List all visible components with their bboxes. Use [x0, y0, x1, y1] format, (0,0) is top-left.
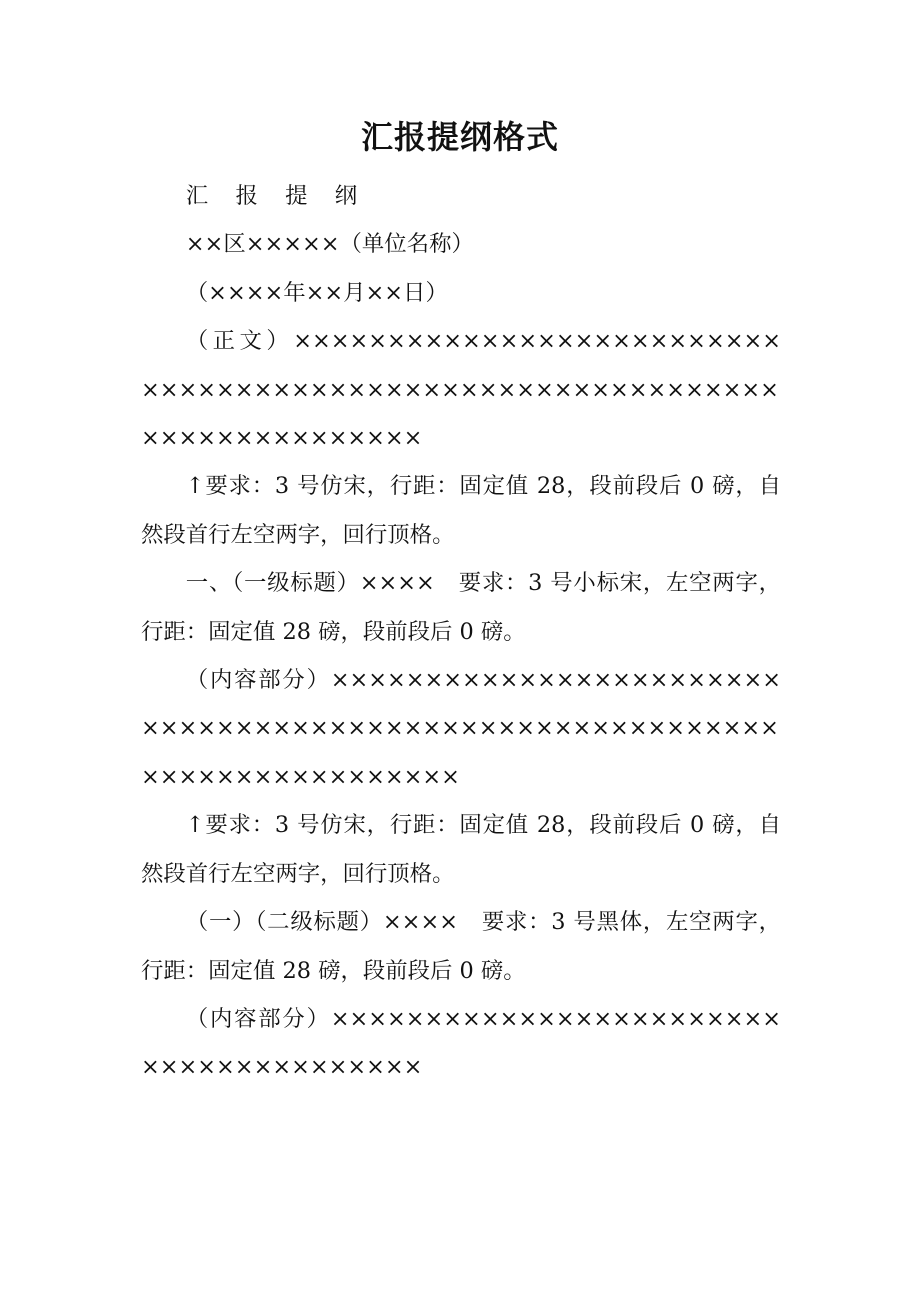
body-paragraph-main-text: （正文）××××××××××××××××××××××××××××××××××××××××××××××××××××××××××××××××××××××××××× [141, 328, 781, 452]
level-one-heading-paragraph: 一、（一级标题）×××× 要求：3 号小标宋，左空两字，行距：固定值 28 磅，段前段后 0 磅。 [141, 570, 781, 645]
level-two-heading-paragraph: （一）（二级标题）×××× 要求：3 号黑体，左空两字，行距：固定值 28 磅，段前段后 0 磅。 [141, 909, 781, 984]
content-paragraph-2: （内容部分）××××××××××××××××××××××××××××××××××××××× [141, 1005, 781, 1081]
document-title: 汇报提纲格式 [360, 118, 559, 156]
format-requirement-note-1: ↑要求：3 号仿宋，行距：固定值 28，段前段后 0 磅，自然段首行左空两字，回行顶格。 [141, 473, 781, 548]
format-requirement-note-2: ↑要求：3 号仿宋，行距：固定值 28，段前段后 0 磅，自然段首行左空两字，回行顶格。 [141, 812, 781, 887]
date-line: （××××年××月××日） [185, 279, 448, 306]
unit-name-line: ××区×××××（单位名称） [185, 231, 474, 258]
outline-heading: 汇 报 提 纲 [185, 183, 368, 209]
content-paragraph-1: （内容部分）××××××××××××××××××××××××××××××××××××××××××××××××××××××××××××××××××××××××××× [141, 667, 781, 790]
document-body [141, 172, 781, 1092]
